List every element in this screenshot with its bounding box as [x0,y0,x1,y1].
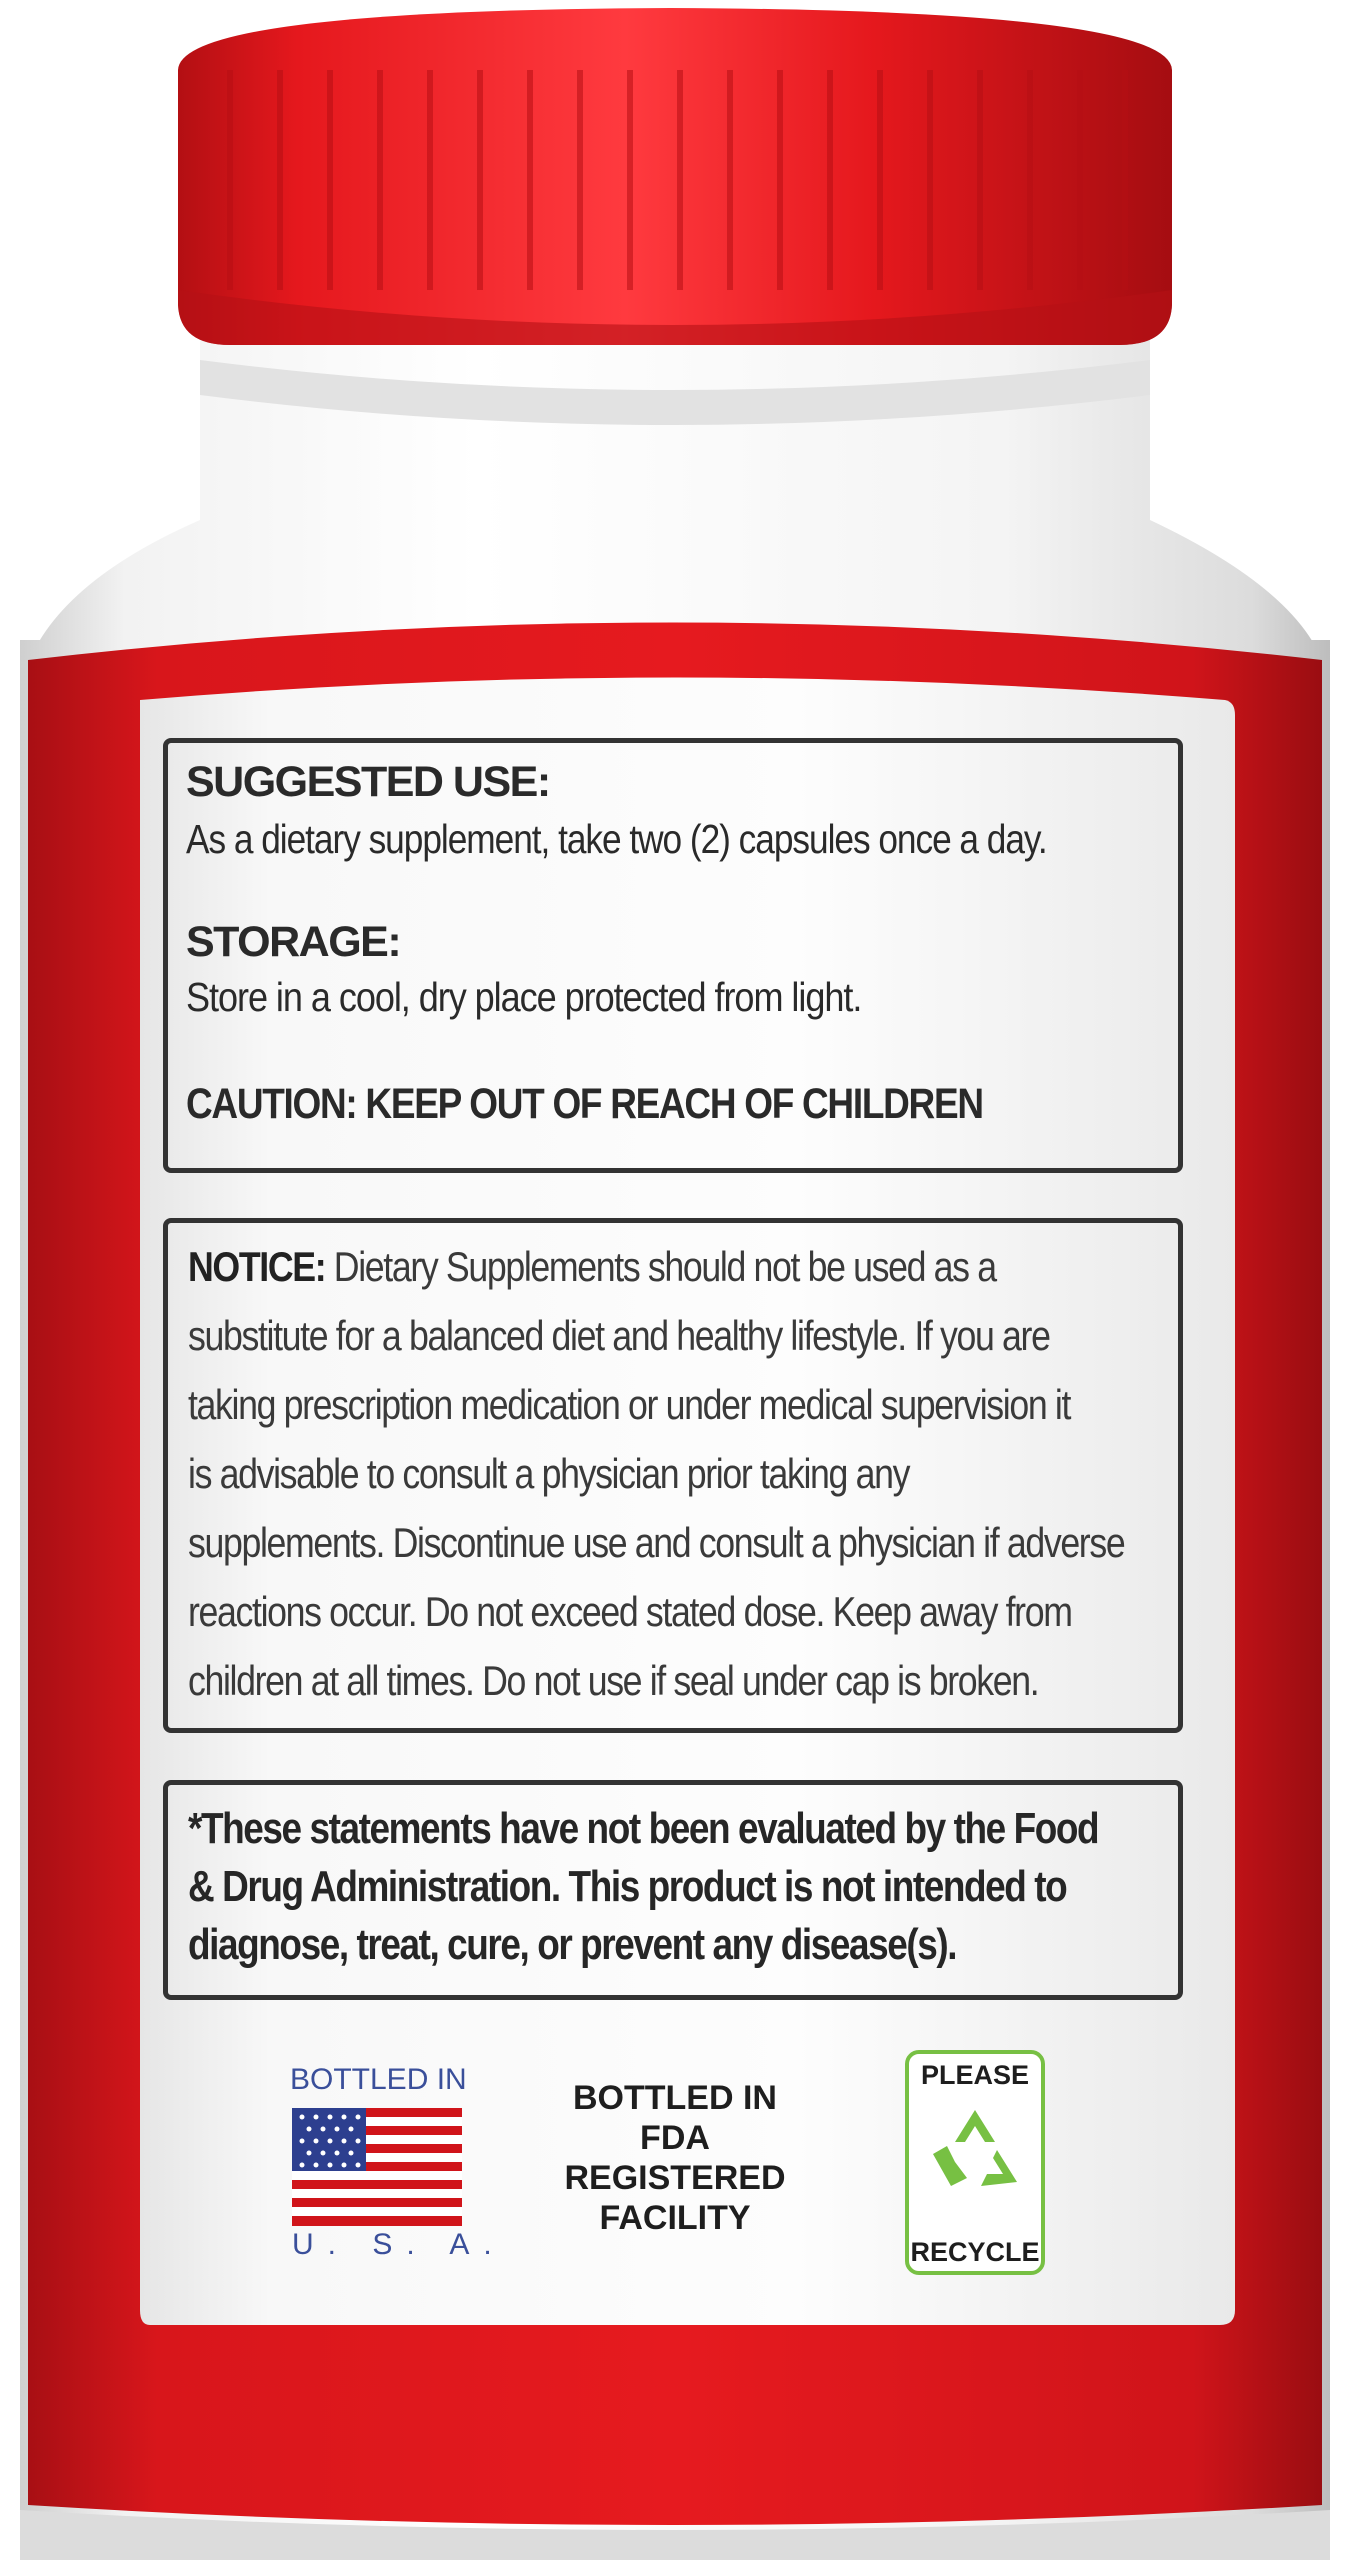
notice-heading: NOTICE: [188,1243,326,1290]
facility-line: BOTTLED IN [573,2079,777,2117]
suggested-use-heading: SUGGESTED USE: [186,758,550,806]
fda-line: *These statements have not been evaluated by the Food [188,1804,1099,1853]
storage-text: Store in a cool, dry place protected from light. [186,974,862,1020]
please-label: PLEASE [920,2060,1030,2090]
notice-text [188,1232,1163,1715]
facility-line: FDA [640,2119,710,2157]
recycle-arrows-icon [905,2050,1045,2275]
caution-text: CAUTION: KEEP OUT OF REACH OF CHILDREN [186,1080,983,1128]
fda-line: & Drug Administration. This product is not intended to [188,1862,1067,1911]
fda-facility-badge [545,2078,805,2238]
suggested-use-text: As a dietary supplement, take two (2) capsules once a day. [186,816,1047,862]
notice-line: reactions occur. Do not exceed stated dose. Keep away from [188,1588,1072,1635]
notice-line: taking prescription medication or under medical supervision it [188,1381,1071,1428]
notice-line: supplements. Discontinue use and consult a physician if adverse [188,1519,1125,1566]
notice-line: NOTICE: Dietary Supplements should not be used as a [188,1243,996,1290]
notice-line: children at all times. Do not use if seal under cap is broken. [188,1657,1039,1704]
facility-line: REGISTERED [564,2159,786,2197]
fda-line: diagnose, treat, cure, or prevent any disease(s). [188,1920,957,1969]
notice-line: substitute for a balanced diet and healthy lifestyle. If you are [188,1312,1050,1359]
recycle-label: RECYCLE [910,2237,1040,2267]
notice-line: is advisable to consult a physician prior taking any [188,1450,910,1497]
storage-heading: STORAGE: [186,918,401,966]
usa-label: U. S. A. [292,2228,506,2261]
facility-line: FACILITY [599,2199,751,2237]
bottled-in-label: BOTTLED IN [290,2063,467,2096]
fda-disclaimer [188,1800,1178,1974]
usa-flag-icon [292,2108,462,2226]
